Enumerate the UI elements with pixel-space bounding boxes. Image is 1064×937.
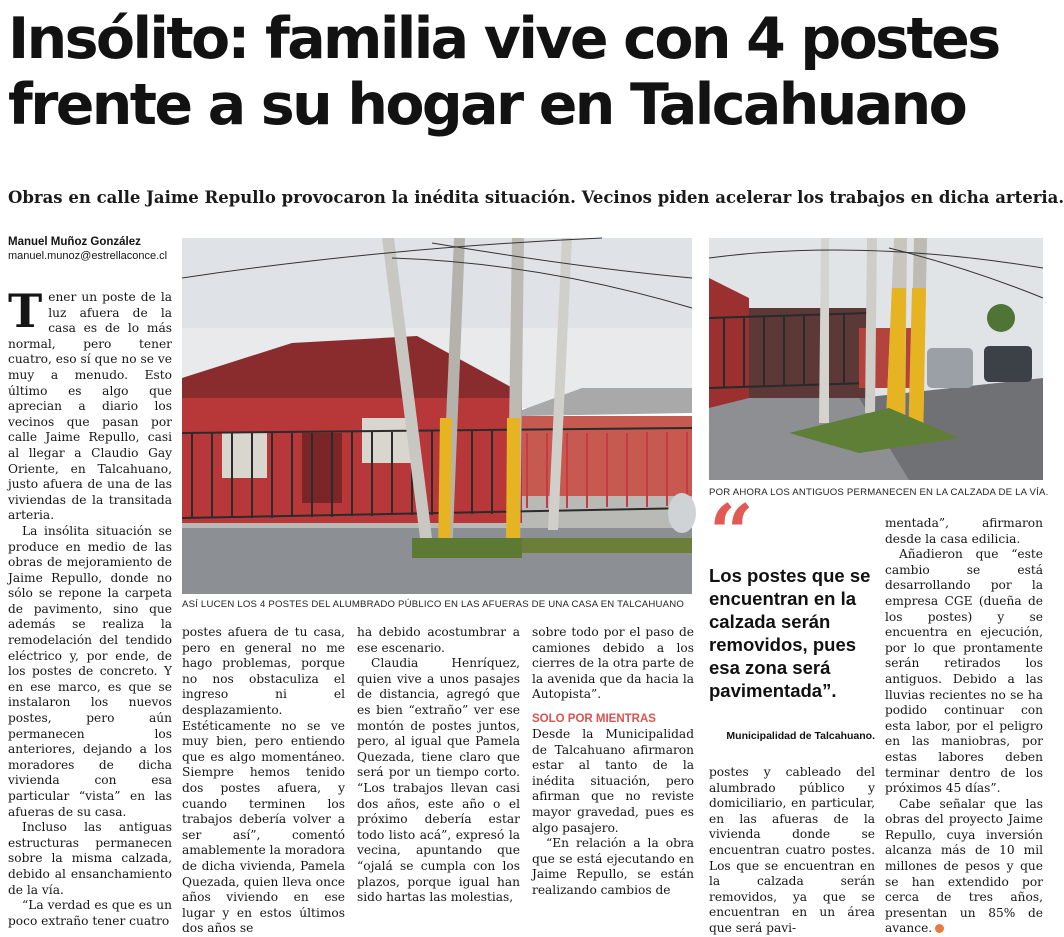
end-of-article-icon bbox=[935, 924, 944, 933]
article-column-2 bbox=[182, 625, 345, 936]
byline bbox=[8, 235, 178, 263]
main-photo bbox=[182, 238, 692, 594]
article-column-3 bbox=[357, 625, 520, 922]
paragraph: ha debido acostumbrar a ese escenario. bbox=[357, 625, 520, 655]
article-column-1 bbox=[8, 284, 172, 928]
side-photo-caption: POR AHORA LOS ANTIGUOS PERMANECEN EN LA CALZADA DE LA VÍA. bbox=[709, 487, 1049, 498]
paragraph: La insólita situación se produce en medio de las obras de mejoramiento de Jaime Repullo, donde no sólo se repone la carpeta de pavimento, sino que además se realiza la remodelación del tendido eléctrico y, por ende, de los postes de concreto. Y en ese marco, es que se instalaron los nuevos postes, pero aún permanecen los anteriores, dejando a los moradores de dicha vivienda con esa particular “vista” en las afueras de su casa. bbox=[8, 523, 172, 819]
headline-line-2: frente a su hogar en Talcahuano bbox=[8, 72, 966, 138]
paragraph: Añadieron que “este cambio se está desarrollando por la empresa CGE (dueña de los postes) y se encuentra en ejecución, por lo que prontamente serán retirados los antiguos. Debido a las lluvias recientes no se ha podido continuar con esta labor, por el peligro en las maniobras, por estas labores deben terminar dentro de los próximos 45 días”. bbox=[885, 547, 1043, 796]
paragraph: mentada”, afirmaron desde la casa edilicia. bbox=[885, 516, 1043, 546]
quote-source: Municipalidad de Talcahuano. bbox=[726, 730, 875, 742]
paragraph: Desde la Municipalidad de Talcahuano afirmaron estar al tanto de la inédita situación, pero afirman que no reviste mayor gravedad, pues es algo pasajero. bbox=[532, 726, 694, 835]
author-name: Manuel Muñoz González bbox=[8, 236, 141, 248]
subheading: SOLO POR MIENTRAS bbox=[532, 712, 656, 725]
main-photo-illustration bbox=[182, 238, 692, 594]
paragraph: Tener un poste de la luz afuera de la casa es de lo más normal, pero tener cuatro, eso sí que no se ve muy a menudo. Esto último es algo que aprecian a diario los vecinos que pasan por calle Jaime Repullo, casi al llegar a Claudio Gay Oriente, en Talcahuano, justo afuera de una de las viviendas de la transitada arteria. bbox=[8, 284, 172, 523]
author-email[interactable]: manuel.munoz@estrellaconce.cl bbox=[8, 250, 168, 262]
article-column-5 bbox=[709, 765, 875, 935]
pull-quote bbox=[709, 488, 875, 749]
deck: Obras en calle Jaime Repullo provocaron la inédita situación. Vecinos piden acelerar los trabajos en dicha arteria. bbox=[8, 188, 1064, 207]
quote-text: Los postes que se encuentran en la calzada serán removidos, pues esa zona será pavimentada”. bbox=[709, 565, 871, 701]
paragraph: Incluso las antiguas estructuras permanecen sobre la misma calzada, debido al ensanchamiento de la vía. bbox=[8, 820, 172, 897]
paragraph: “En relación a la obra que se está ejecutando en Jaime Repullo, se están realizando cambios de bbox=[532, 836, 694, 897]
paragraph: postes afuera de tu casa, pero en general no me hago problemas, porque no nos obstaculiza el ingreso ni el desplazamiento. Estéticamente no se ve muy bien, pero entiendo que es algo momentáneo. Siempre hemos tenido dos postes afuera, y cuando terminen los trabajos debería volver a ser así”, comentó amablemente la moradora de dicha vivienda, Pamela Quezada, quien lleva once años viviendo en ese lugar y en estos últimos dos años se bbox=[182, 625, 345, 936]
side-photo bbox=[709, 238, 1043, 480]
article-column-6 bbox=[885, 516, 1043, 936]
article-column-4 bbox=[532, 625, 694, 922]
paragraph: sobre todo por el paso de camiones debido a los cierres de la otra parte de la avenida que da hacia la Autopista”. bbox=[532, 625, 694, 702]
drop-cap: T bbox=[8, 284, 43, 338]
paragraph: “La verdad es que es un poco extraño tener cuatro bbox=[8, 898, 172, 928]
paragraph: Claudia Henríquez, quien vive a unos pasajes de distancia, agregó que es bien “extraño” ver ese montón de postes juntos, pero, al igual que Pamela Quezada, tiene claro que será por un tiempo corto. “Los trabajos llevan casi dos años, este año o el próximo debería estar todo listo acá”, expresó la vecina, apuntando que “ojalá se cumpla con los plazos, porque igual han sido hartas las molestias, bbox=[357, 656, 520, 905]
headline-line-1: Insólito: familia vive con 4 postes bbox=[8, 6, 999, 72]
paragraph: Cabe señalar que las obras del proyecto Jaime Repullo, cuya inversión alcanza más de 10 mil millones de pesos y que se han extendido por cerca de tres años, presentan un 85% de avance. bbox=[885, 796, 1043, 936]
main-photo-caption: ASÍ LUCEN LOS 4 POSTES DEL ALUMBRADO PÚBLICO EN LAS AFUERAS DE UNA CASA EN TALCAHUANO bbox=[182, 599, 684, 610]
quote-mark-icon: “ bbox=[709, 488, 754, 579]
paragraph: postes y cableado del alumbrado público y domiciliario, en particular, en las afueras de la vivienda donde se encuentran cuatro postes. Los que se encuentran en la calzada serán removidos, ya que se encuentran en un área que será pavi- bbox=[709, 765, 875, 935]
side-photo-illustration bbox=[709, 238, 1043, 480]
headline bbox=[8, 6, 1048, 138]
